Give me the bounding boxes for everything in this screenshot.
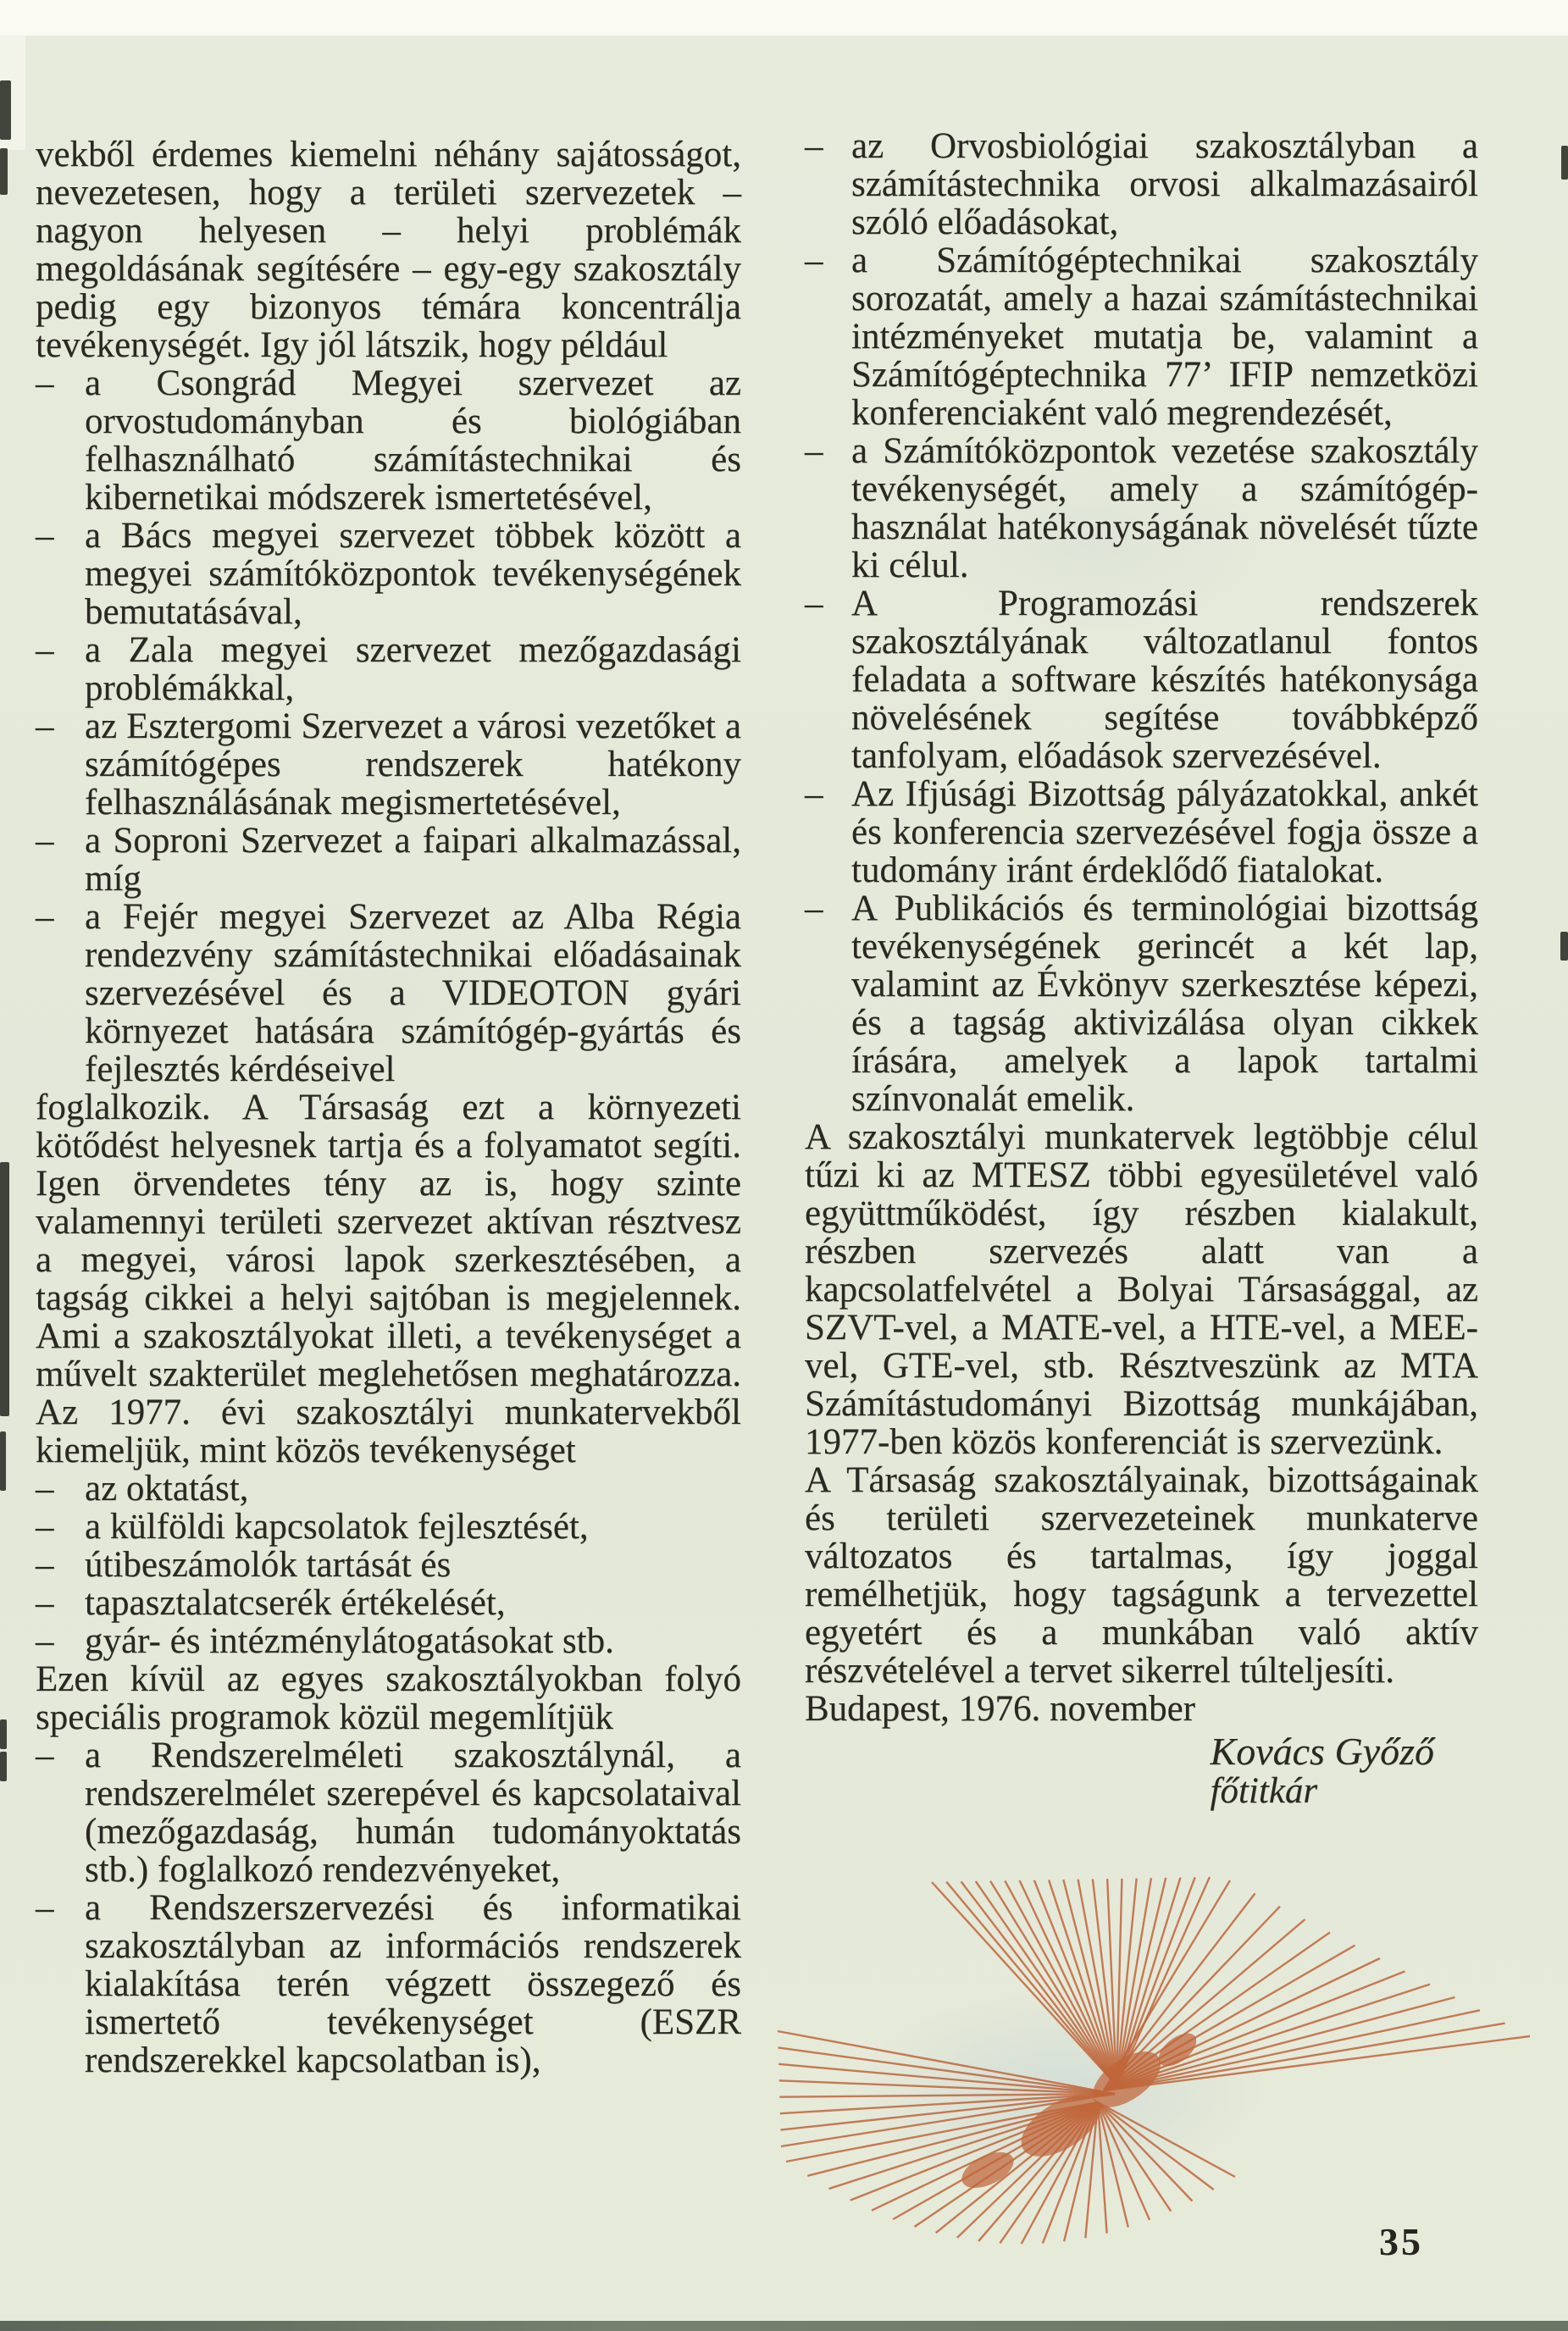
bullet-dash: – [805, 774, 823, 814]
bullet-dash: – [805, 241, 823, 280]
paragraph: A Társaság szakosztályainak, bizottságainak és területi szervezeteinek munkaterve változatos és tartalmas, így joggal remélhetjük, hogy tagságunk a tervezettel egyetért és a munkában való aktív részvételével a tervet sikerrel túlteljesíti. [805, 1460, 1478, 1691]
list-item-text: a Számítógéptechnikai szakosztály sorozatát, amely a hazai számítástechnikai intézményeket mutatja be, valamint a Számítógéptechnika 77’ IFIP nemzetközi konferenciaként való megrendezését, [851, 241, 1478, 433]
list-item-text: a Számítóközpontok vezetése szakosztály tevékenységét, amely a számítógép-használat hatékonyságának növelését tűzte ki célul. [851, 431, 1478, 585]
list-item-text: a Rendszerelméleti szakosztálynál, a rendszerelmélet szerepével és kapcsolataival (mezőgazdaság, humán tudományoktatás stb.) foglalkozó rendezvényeket, [85, 1736, 741, 1890]
list-item [36, 898, 741, 1088]
list-item [805, 127, 1478, 241]
list-item [805, 584, 1478, 775]
scan-mark [0, 1719, 7, 1749]
list-item-text: a Fejér megyei Szervezet az Alba Régia rendezvény számítástechnikai előadásainak szervezésével és a VIDEOTON gyári környezet hatására számítógép-gyártás és fejlesztés kérdéseivel [85, 897, 741, 1089]
scan-mark [0, 1752, 7, 1781]
paragraph: Ezen kívül az egyes szakosztályokban folyó speciális programok közül megemlítjük [36, 1659, 741, 1737]
list-item [36, 1889, 741, 2079]
list-item-text: Az Ifjúsági Bizottság pályázatokkal, ankét és konferencia szervezésével fogja össze a tudomány iránt érdeklődő fiatalokat. [851, 774, 1478, 890]
list-item-text: gyár- és intézménylátogatásokat stb. [85, 1621, 614, 1661]
list-item-text: a Soproni Szervezet a faipari alkalmazással, míg [85, 821, 741, 899]
list-item [36, 1622, 741, 1660]
bullet-dash: – [805, 126, 823, 166]
bullet-dash: – [36, 1507, 54, 1547]
list-item [36, 1470, 741, 1508]
signature-title: főtitkár [1210, 1771, 1318, 1811]
bullet-dash: – [805, 889, 823, 928]
list-item [36, 1508, 741, 1546]
list-item-text: a Zala megyei szervezet mezőgazdasági problémákkal, [85, 630, 741, 708]
bullet-dash: – [805, 431, 823, 471]
list-item [36, 822, 741, 898]
list-item-text: a külföldi kapcsolatok fejlesztését, [85, 1507, 589, 1547]
scan-edge-top [0, 0, 1568, 36]
bullet-dash: – [36, 1583, 54, 1623]
scan-mark [1560, 932, 1568, 961]
bullet-dash: – [36, 1736, 54, 1775]
scan-mark [0, 80, 11, 140]
list-item [36, 1546, 741, 1584]
list-item [36, 364, 741, 517]
scan-mark [0, 148, 8, 195]
right-column [805, 127, 1478, 1811]
list-item-text: az Orvosbiológiai szakosztályban a számítástechnika orvosi alkalmazásairól szóló előadásokat, [851, 126, 1478, 242]
list-item-text: útibeszámolók tartását és [85, 1545, 452, 1585]
bullet-dash: – [36, 1469, 54, 1509]
list-item-text: az Esztergomi Szervezet a városi vezetőket a számítógépes rendszerek hatékony felhasználásának megismertetésével, [85, 706, 741, 822]
dateline: Budapest, 1976. november [805, 1689, 1195, 1729]
scan-mark [0, 1162, 9, 1416]
bullet-dash: – [36, 1621, 54, 1661]
paragraph: vekből érdemes kiemelni néhány sajátosságot, nevezetesen, hogy a területi szervezetek – nagyon helyesen – helyi problémák megoldásának segítésére – egy-egy szakosztály pedig egy bizonyos témára koncentrálja tevékenységét. Igy jól látszik, hogy például [36, 135, 741, 365]
bullet-dash: – [36, 516, 54, 556]
list-item [805, 241, 1478, 432]
list-item [36, 1584, 741, 1622]
scan-edge-bottom [0, 2321, 1568, 2331]
list-item-text: az oktatást, [85, 1469, 249, 1509]
list-item-text: a Csongrád Megyei szervezet az orvostudományban és biológiában felhasználható számítástechnikai és kibernetikai módszerek ismertetésével, [85, 363, 741, 518]
list-item-text: A Publikációs és terminológiai bizottság tevékenységének gerincét a két lap, valamint az Évkönyv szerkesztése képezi, és a tagság aktivizálása olyan cikkek írására, amelyek a lapok tartalmi színvonalát emelik. [851, 889, 1478, 1119]
bullet-dash: – [36, 821, 54, 861]
list-item [805, 775, 1478, 889]
bullet-dash: – [36, 363, 54, 403]
paragraph: foglalkozik. A Társaság ezt a környezeti kötődést helyesnek tartja és a folyamatot segíti. Igen örvendetes tény az is, hogy szinte valamennyi területi szervezet aktívan résztvesz a megyei, városi lapok szerkesztésében, a tagság cikkei a helyi sajtóban is megjelennek. Ami a szakosztályokat illeti, a tevékenységet a művelt szakterület meglehetősen meghatározza. Az 1977. évi szakosztályi munkatervekből kiemeljük, mint közös tevékenységet [36, 1088, 741, 1470]
left-column [36, 136, 741, 2079]
list-item [36, 707, 741, 822]
list-item [36, 517, 741, 631]
bullet-dash: – [36, 706, 54, 746]
list-item-text: a Rendszerszervezési és informatikai szakosztályban az információs rendszerek kialakítása terén végzett összegező és ismertető tevékenységet (ESZR rendszerekkel kapcsolatban is), [85, 1888, 741, 2080]
list-item [36, 631, 741, 707]
bullet-dash: – [805, 584, 823, 623]
bullet-dash: – [36, 897, 54, 937]
scan-mark [1561, 146, 1568, 180]
bullet-dash: – [36, 630, 54, 670]
list-item-text: A Programozási rendszerek szakosztályának változatlanul fontos feladata a software készítés hatékonysága növelésének segítése továbbképző tanfolyam, előadások szervezésével. [851, 584, 1478, 776]
string-art-illustration [762, 1779, 1567, 2331]
page-number: 35 [1379, 2220, 1423, 2263]
bullet-dash: – [36, 1888, 54, 1928]
bullet-dash: – [36, 1545, 54, 1585]
list-item-text: a Bács megyei szervezet többek között a megyei számítóközpontok tevékenységének bemutatásával, [85, 516, 741, 632]
signature-name: Kovács Győző [1210, 1730, 1434, 1773]
list-item [805, 889, 1478, 1118]
list-item-text: tapasztalatcserék értékelését, [85, 1583, 506, 1623]
scan-mark [0, 1431, 6, 1491]
list-item [805, 432, 1478, 584]
paragraph: A szakosztályi munkatervek legtöbbje célul tűzi ki az MTESZ többi egyesületével való együttműködést, így részben kialakult, részben szervezés alatt van a kapcsolatfelvétel a Bolyai Társasággal, az SZVT-vel, a MATE-vel, a HTE-vel, a MEE-vel, GTE-vel, stb. Résztveszünk az MTA Számítástudományi Bizottság munkájában, 1977-ben közös konferenciát is szervezünk. [805, 1117, 1478, 1462]
list-item [36, 1736, 741, 1889]
